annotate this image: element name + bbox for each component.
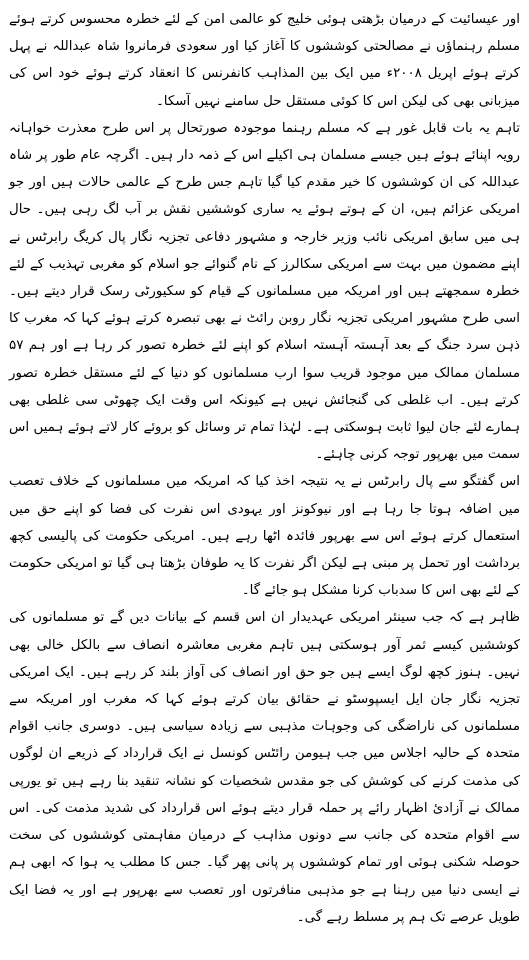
paragraph-1: اور عیسائیت کے درمیان بڑھتی ہوئی خلیج کو عالمی امن کے لئے خطرہ محسوس کرتے ہوئے مسلم رہنماؤں نے مصالحتی کوششوں کا آغاز کیا اور سعودی فرمانروا شاہ عبداللہ نے پہل کرتے ہوئے اپریل ۲۰۰۸ء میں ایک بین المذاہب کانفرنس کا انعقاد کرتے ہوئے خود اس کی میزبانی بھی کی لیکن اس کا کوئی مستقل حل سامنے نہیں آسکا۔ [9, 12, 520, 109]
paragraph-3: اس گفتگو سے پال رابرٹس نے یہ نتیجہ اخذ کیا کہ امریکہ میں مسلمانوں کے خلاف تعصب میں اضافہ ہوتا جا رہا ہے اور نیوکونز اور یہودی اس نفرت کی فضا کو اپنے حق میں استعمال کرتے ہوئے اس سے بھرپور فائدہ اٹھا رہے ہیں۔ امریکی حکومت کی پالیسی کچھ برداشت اور تحمل پر مبنی ہے لیکن اگر نفرت کا یہ طوفان بڑھتا ہی گیا تو امریکی حکومت کے لئے بھی اس کا سدباب کرنا مشکل ہو جائے گا۔ [9, 474, 520, 599]
paragraph-4: ظاہر ہے کہ جب سینئر امریکی عہدیدار ان اس قسم کے بیانات دیں گے تو مسلمانوں کی کوششیں کیسے ثمر آور ہوسکتی ہیں تاہم مغربی معاشرہ انصاف سے بالکل خالی بھی نہیں۔ ہنوز کچھ لوگ ایسے ہیں جو حق اور انصاف کی آواز بلند کر رہے ہیں۔ ایک امریکی تجزیہ نگار جان ایل ایسپوسٹو نے حقائق بیان کرتے ہوئے کہا کہ مغرب اور امریکہ سے مسلمانوں کی ناراضگی کی وجوہات مذہبی سے زیادہ سیاسی ہیں۔ دوسری جانب اقوام متحدہ کے حالیہ اجلاس میں جب ہیومن رائٹس کونسل نے ایک قرارداد کے ذریعے ان لوگوں کی مذمت کرنے کی کوشش کی جو مقدس شخصیات کو نشانہ تنقید بنا رہے ہیں تو یورپی ممالک نے آزادئ اظہار رائے پر حملہ قرار دیتے ہوئے اس قرارداد کی شدید مذمت کی۔ اس سے اقوام متحدہ کی جانب سے دونوں مذاہب کے درمیان مفاہمتی کوششوں کی سخت حوصلہ شکنی ہوئی اور تمام کوششوں پر پانی پھر گیا۔ جس کا مطلب یہ ہوا کہ ابھی ہم نے ایسی دنیا میں رہنا ہے جو مذہبی منافرتوں اور تعصب سے بھرپور ہے اور یہ فضا ایک طویل عرصے تک ہم پر مسلط رہے گی۔ [9, 610, 520, 925]
paragraph-2: تاہم یہ بات قابل غور ہے کہ مسلم رہنما موجودہ صورتحال پر اس طرح معذرت خواہانہ رویہ اپنائے ہوئے ہیں جیسے مسلمان ہی اکیلے اس کے ذمہ دار ہیں۔ اگرچہ عام طور پر شاہ عبداللہ کی ان کوششوں کا خیر مقدم کیا گیا تاہم جس طرح کے عالمی حالات ہیں اور جو امریکی عزائم ہیں، ان کے ہوتے ہوئے یہ ساری کوششیں نقش بر آب لگ رہی ہیں۔ حال ہی میں سابق امریکی نائب وزیر خارجہ و مشہور دفاعی تجزیہ نگار پال کریگ رابرٹس نے اپنے مضمون میں بہت سے امریکی سکالرز کے نام گنوائے جو اسلام کو مغربی تہذیب کے لئے خطرہ سمجھتے ہیں اور امریکہ میں مسلمانوں کے قیام کو سکیورٹی رسک قرار دیتے ہیں۔ اسی طرح مشہور امریکی تجزیہ نگار روبن رائٹ نے بھی تبصرہ کرتے ہوئے کہا کہ مغرب کا ذہن سرد جنگ کے بعد آہستہ آہستہ اسلام کو اپنے لئے خطرہ تصور کر رہا ہے اور ہم ۵۷ مسلمان ممالک میں موجود قریب سوا ارب مسلمانوں کو دنیا کے لئے مستقل خطرہ تصور کرتے ہیں۔ اب غلطی کی گنجائش نہیں ہے کیونکہ اس وقت ایک چھوٹی سی غلطی بھی ہمارے لئے جان لیوا ثابت ہوسکتی ہے۔ لہٰذا تمام تر وسائل کو بروئے کار لاتے ہوئے ہمیں اس سمت میں بھرپور توجہ کرنی چاہئے۔ [9, 120, 520, 463]
